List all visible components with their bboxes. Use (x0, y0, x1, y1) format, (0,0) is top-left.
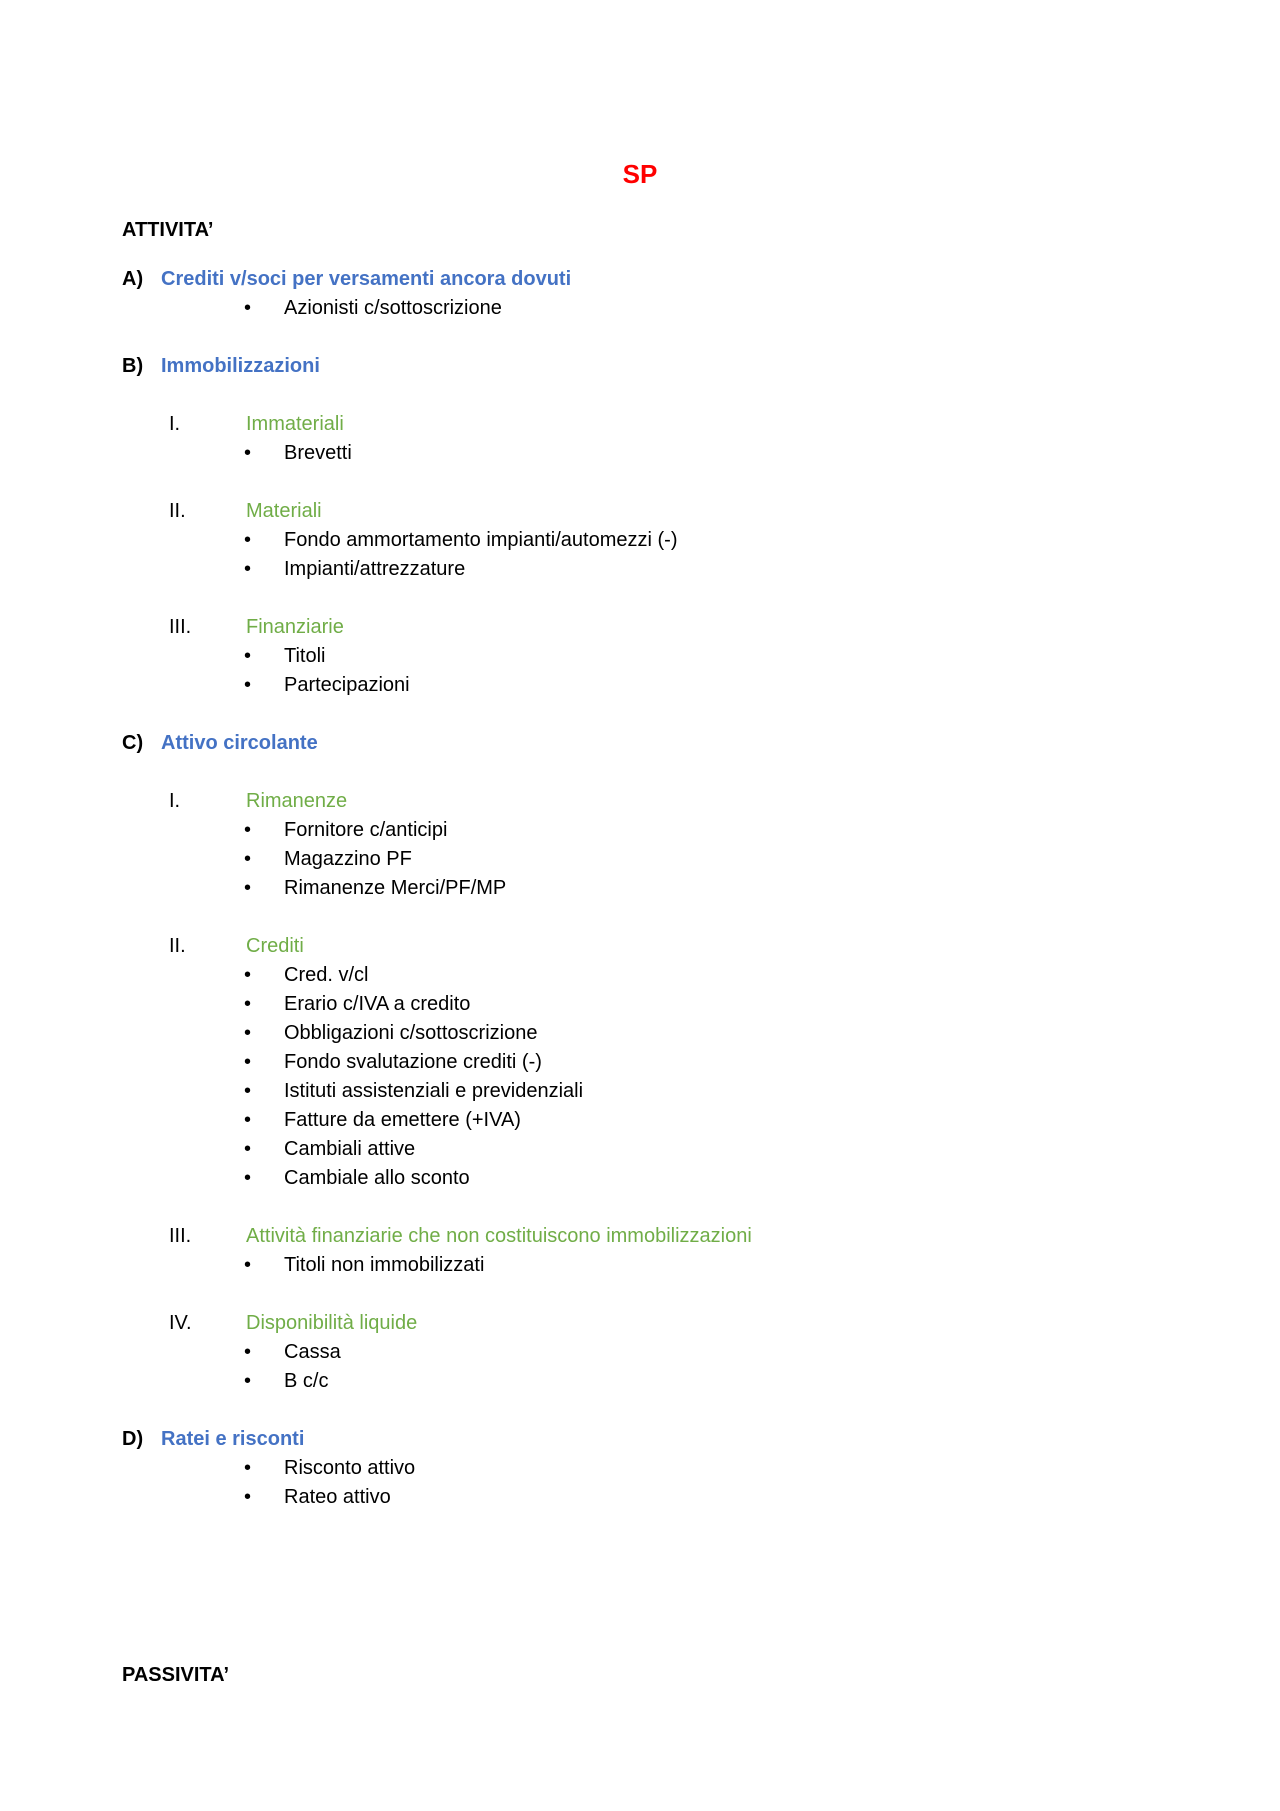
bullet-icon: • (244, 819, 252, 841)
bullet-icon: • (244, 297, 252, 319)
bullet-icon: • (244, 993, 252, 1015)
subsection-title: Immateriali (246, 413, 344, 435)
subsection-title: Materiali (246, 500, 322, 522)
list-item: Cambiali attive (284, 1138, 416, 1160)
list-item: Risconto attivo (284, 1457, 416, 1479)
list-item: Erario c/IVA a credito (284, 993, 471, 1015)
bullet-icon: • (244, 964, 252, 986)
list-item: Istituti assistenziali e previdenziali (284, 1080, 584, 1102)
bullet-icon: • (244, 529, 252, 551)
list-item: Impianti/attrezzature (284, 558, 466, 580)
subsection-numeral: III. (169, 616, 192, 638)
list-item: Obbligazioni c/sottoscrizione (284, 1022, 538, 1044)
bullet-icon: • (244, 1370, 252, 1392)
bullet-icon: • (244, 1167, 252, 1189)
list-item: B c/c (284, 1370, 329, 1392)
list-item: Cambiale allo sconto (284, 1167, 470, 1189)
bullet-icon: • (244, 1457, 252, 1479)
list-item: Fondo ammortamento impianti/automezzi (-) (284, 529, 678, 551)
section-letter: B) (122, 355, 144, 377)
subsection-numeral: II. (169, 500, 186, 522)
bullet-icon: • (244, 1341, 252, 1363)
bullet-icon: • (244, 1080, 252, 1102)
bullet-icon: • (244, 1254, 252, 1276)
bullet-icon: • (244, 1109, 252, 1131)
subsection-title: Disponibilità liquide (246, 1312, 418, 1334)
section-title: Ratei e risconti (161, 1428, 305, 1450)
list-item: Fornitore c/anticipi (284, 819, 448, 841)
passivita-heading: PASSIVITA’ (122, 1664, 230, 1686)
subsection-title: Crediti (246, 935, 304, 957)
subsection-title: Finanziarie (246, 616, 344, 638)
section-title: Crediti v/soci per versamenti ancora dovuti (161, 268, 572, 290)
subsection-numeral: III. (169, 1225, 192, 1247)
subsection-numeral: IV. (169, 1312, 192, 1334)
list-item: Magazzino PF (284, 848, 412, 870)
subsection-numeral: I. (169, 790, 181, 812)
bullet-icon: • (244, 848, 252, 870)
list-item: Rateo attivo (284, 1486, 391, 1508)
bullet-icon: • (244, 645, 252, 667)
bullet-icon: • (244, 674, 252, 696)
list-item: Partecipazioni (284, 674, 410, 696)
bullet-icon: • (244, 1138, 252, 1160)
list-item: Rimanenze Merci/PF/MP (284, 877, 507, 899)
section-title: Immobilizzazioni (161, 355, 320, 377)
subsection-title: Attività finanziarie che non costituiscono immobilizzazioni (246, 1225, 752, 1247)
bullet-icon: • (244, 1022, 252, 1044)
subsection-title: Rimanenze (246, 790, 348, 812)
bullet-icon: • (244, 1486, 252, 1508)
section-letter: D) (122, 1428, 144, 1450)
list-item: Titoli non immobilizzati (284, 1254, 485, 1276)
list-item: Cassa (284, 1341, 341, 1363)
bullet-icon: • (244, 877, 252, 899)
document-title: SP (622, 159, 658, 189)
list-item: Fatture da emettere (+IVA) (284, 1109, 521, 1131)
list-item: Brevetti (284, 442, 352, 464)
list-item: Cred. v/cl (284, 964, 369, 986)
subsection-numeral: II. (169, 935, 186, 957)
section-title: Attivo circolante (161, 732, 318, 754)
list-item: Fondo svalutazione crediti (-) (284, 1051, 542, 1073)
list-item: Azionisti c/sottoscrizione (284, 297, 502, 319)
bullet-icon: • (244, 442, 252, 464)
list-item: Titoli (284, 645, 326, 667)
section-letter: A) (122, 268, 144, 290)
attivita-heading: ATTIVITA’ (122, 219, 214, 241)
subsection-numeral: I. (169, 413, 181, 435)
section-letter: C) (122, 732, 144, 754)
bullet-icon: • (244, 1051, 252, 1073)
bullet-icon: • (244, 558, 252, 580)
